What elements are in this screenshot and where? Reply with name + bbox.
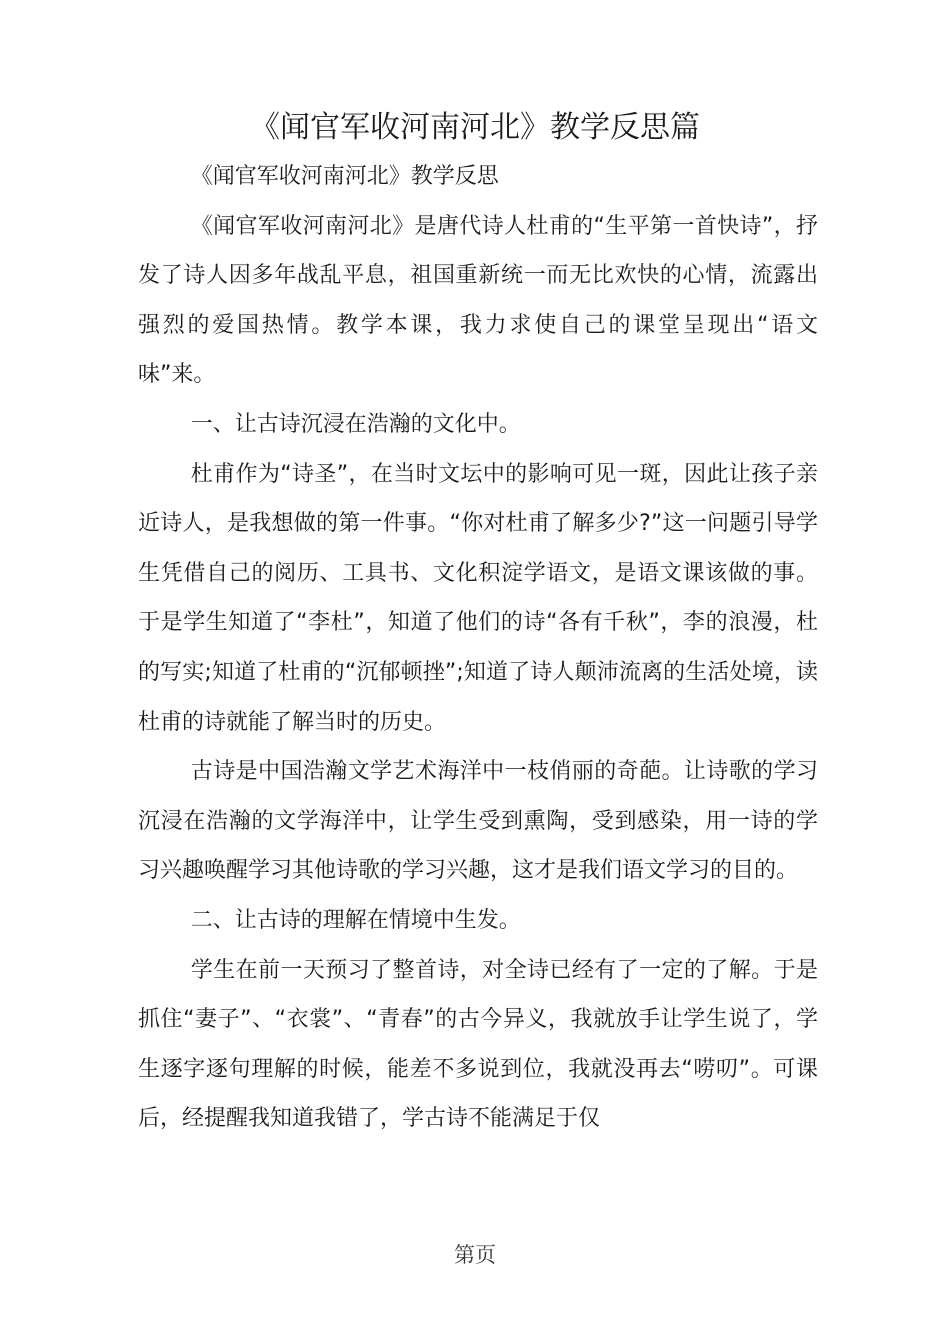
document-title: 《闻官军收河南河北》教学反思篇 xyxy=(250,110,700,145)
paragraph-intro: 《闻官军收河南河北》是唐代诗人杜甫的“生平第一首快诗”，抒发了诗人因多年战乱平息，祖国重新统一而无比欢快的心情，流露出强烈的爱国热情。教学本课，我力求使自己的课堂呈现出“语文味”来。 xyxy=(138,213,818,388)
section-heading-one: 一、让古诗沉浸在浩瀚的文化中。 xyxy=(190,411,521,437)
paragraph-ancient-poetry: 古诗是中国浩瀚文学艺术海洋中一枝俏丽的奇葩。让诗歌的学习沉浸在浩瀚的文学海洋中，让学生受到熏陶，受到感染，用一诗的学习兴趣唤醒学习其他诗歌的学习兴趣，这才是我们语文学习的目的。 xyxy=(138,759,818,884)
paragraph-preview: 学生在前一天预习了整首诗，对全诗已经有了一定的了解。于是抓住“妻子”、“衣裳”、“青春”的古今异义，我就放手让学生说了，学生逐字逐句理解的时候，能差不多说到位，我就没再去“唠叨”。可课后，经提醒我知道我错了，学古诗不能满足于仅 xyxy=(138,957,818,1132)
paragraph-du-fu: 杜甫作为“诗圣”，在当时文坛中的影响可见一斑，因此让孩子亲近诗人，是我想做的第一件事。“你对杜甫了解多少?”这一问题引导学生凭借自己的阅历、工具书、文化积淀学语文，是语文课该做的事。于是学生知道了“李杜”，知道了他们的诗“各有千秋”，李的浪漫，杜的写实;知道了杜甫的“沉郁顿挫”;知道了诗人颠沛流离的生活处境，读杜甫的诗就能了解当时的历史。 xyxy=(138,461,818,735)
document-body xyxy=(138,152,818,1144)
section-heading-two: 二、让古诗的理解在情境中生发。 xyxy=(190,907,521,933)
paragraph-subtitle: 《闻官军收河南河北》教学反思 xyxy=(190,164,499,189)
page-footer: 第页 xyxy=(454,1243,496,1267)
